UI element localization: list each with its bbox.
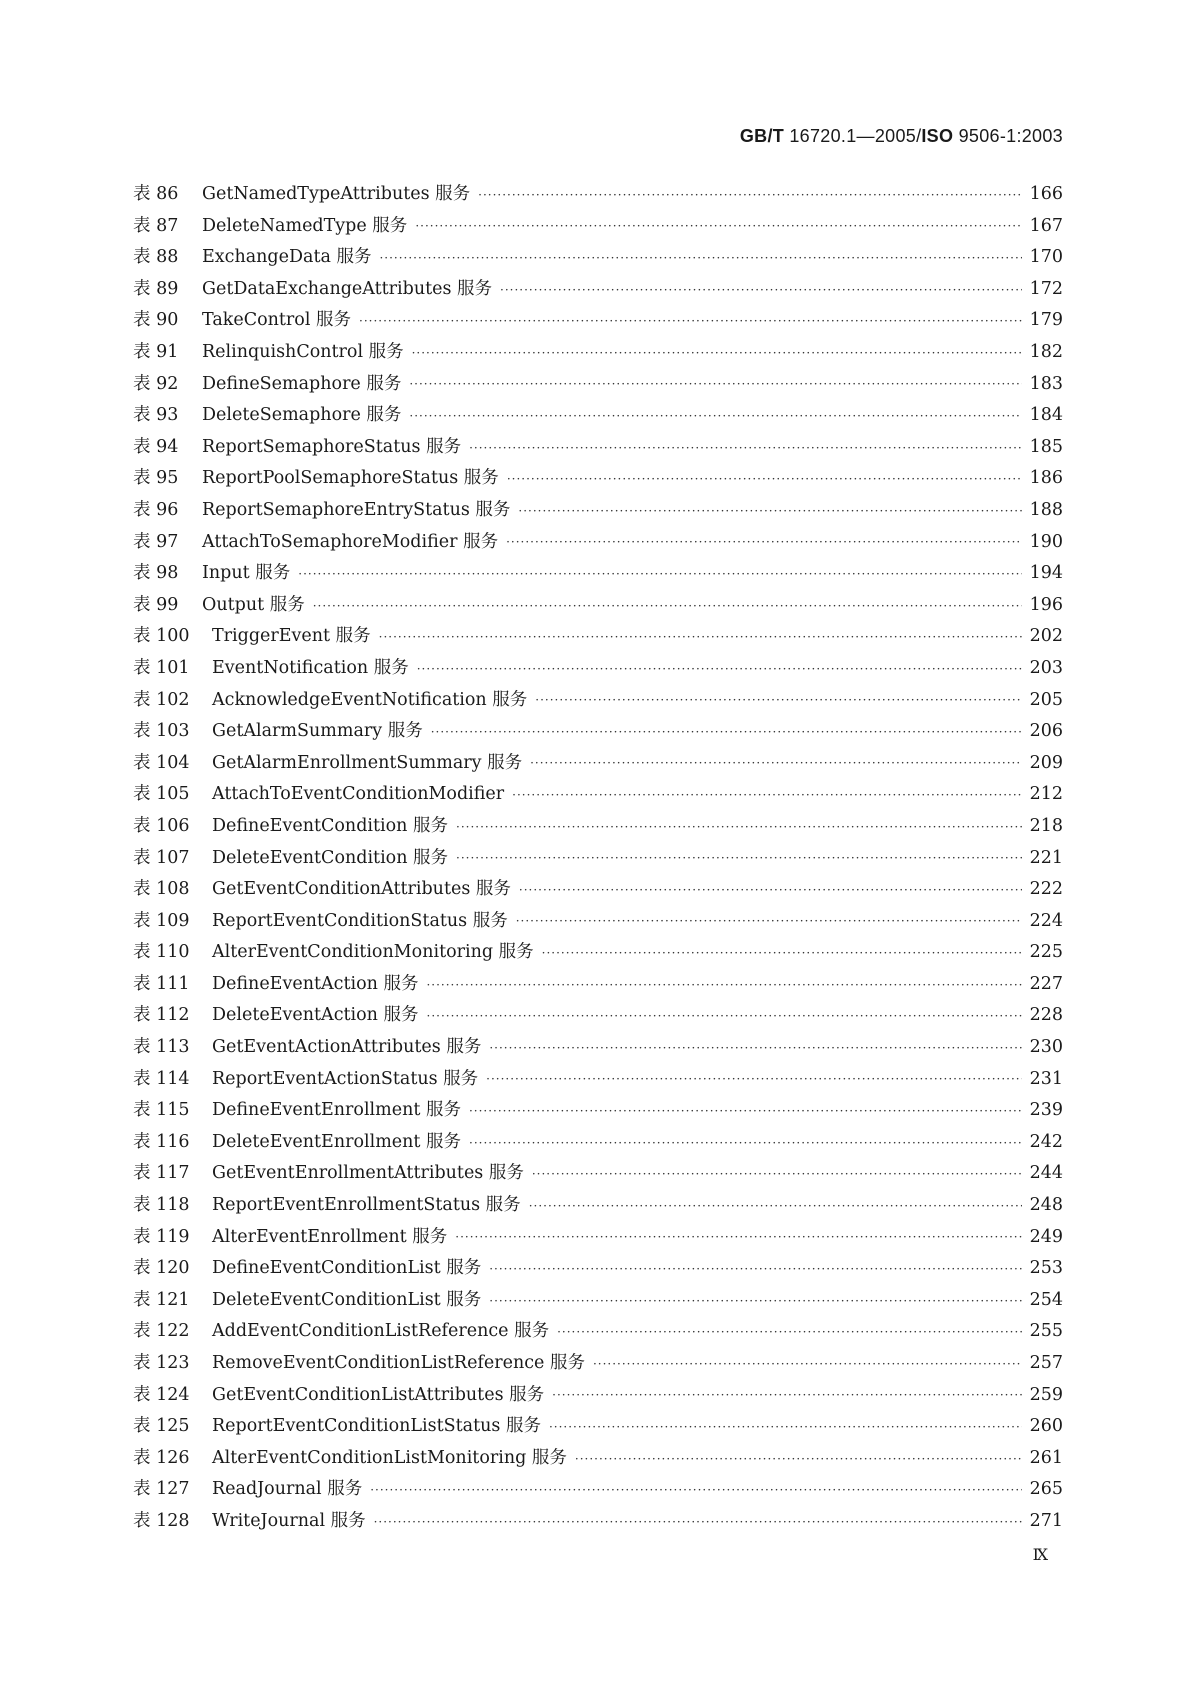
table-title: AlterEventConditionMonitoring 服务 (212, 942, 534, 963)
page-ref: 228 (1029, 1005, 1063, 1026)
toc-entry[interactable] (133, 1443, 1063, 1475)
dot-leader (512, 789, 1021, 801)
page-ref: 239 (1029, 1100, 1063, 1121)
dot-leader (417, 663, 1022, 675)
dot-leader (455, 1231, 1021, 1243)
dot-leader (370, 1484, 1021, 1496)
table-title: WriteJournal 服务 (212, 1510, 366, 1531)
toc-entry[interactable] (133, 400, 1063, 432)
page-ref: 182 (1029, 342, 1063, 363)
page-ref: 260 (1029, 1416, 1063, 1437)
page-ref: 222 (1029, 879, 1063, 900)
table-title: ReportEventEnrollmentStatus 服务 (212, 1195, 521, 1216)
page-ref: 188 (1029, 499, 1063, 520)
page-ref: 227 (1029, 973, 1063, 994)
table-number: 表 96 (133, 499, 179, 520)
table-number: 表 102 (133, 689, 190, 710)
dot-leader (529, 1200, 1022, 1212)
table-number: 表 123 (133, 1353, 190, 1374)
table-number: 表 94 (133, 436, 179, 457)
table-number: 表 121 (133, 1289, 190, 1310)
dot-leader (469, 442, 1022, 454)
page-ref: 167 (1029, 215, 1063, 236)
table-title: ReadJournal 服务 (212, 1479, 363, 1500)
table-number: 表 119 (133, 1226, 190, 1247)
page-ref: 202 (1029, 626, 1063, 647)
dot-leader (379, 631, 1022, 643)
dot-leader (532, 1168, 1022, 1180)
dot-leader (500, 284, 1022, 296)
table-title: GetDataExchangeAttributes 服务 (202, 278, 493, 299)
dot-leader (379, 252, 1021, 264)
table-title: DeleteEventConditionList 服务 (212, 1289, 482, 1310)
table-title: GetEventConditionListAttributes 服务 (212, 1384, 545, 1405)
dot-leader (469, 1105, 1022, 1117)
toc-entry[interactable] (133, 1000, 1063, 1032)
page-ref: 257 (1029, 1353, 1063, 1374)
toc-entry[interactable] (133, 1032, 1063, 1064)
dot-leader (535, 694, 1021, 706)
toc-entry[interactable] (133, 1316, 1063, 1348)
toc-entry[interactable] (133, 1506, 1063, 1538)
table-title: ReportSemaphoreEntryStatus 服务 (202, 499, 511, 520)
toc-entry[interactable] (133, 590, 1063, 622)
table-title: GetEventConditionAttributes 服务 (212, 879, 511, 900)
toc-entry[interactable] (133, 937, 1063, 969)
toc-entry[interactable] (133, 621, 1063, 653)
toc-entry[interactable] (133, 842, 1063, 874)
dot-leader (507, 473, 1022, 485)
dot-leader (593, 1358, 1022, 1370)
table-title: DeleteEventCondition 服务 (212, 847, 449, 868)
table-number: 表 97 (133, 531, 179, 552)
toc-entry[interactable] (133, 1158, 1063, 1190)
table-number: 表 104 (133, 752, 190, 773)
page-ref: 179 (1029, 310, 1063, 331)
table-title: DefineEventCondition 服务 (212, 815, 449, 836)
page-ref: 170 (1029, 247, 1063, 268)
table-title: DeleteSemaphore 服务 (202, 405, 402, 426)
page-ref: 190 (1029, 531, 1063, 552)
page-ref: 271 (1029, 1510, 1063, 1531)
dot-leader (409, 378, 1021, 390)
standard-prefix: GB/T (739, 126, 785, 146)
page-ref: 230 (1029, 1037, 1063, 1058)
table-number: 表 126 (133, 1447, 190, 1468)
toc-entry[interactable] (133, 874, 1063, 906)
table-title: GetAlarmEnrollmentSummary 服务 (212, 752, 523, 773)
page-ref: 209 (1029, 752, 1063, 773)
table-title: ReportEventActionStatus 服务 (212, 1068, 479, 1089)
table-number: 表 101 (133, 657, 190, 678)
toc-entry[interactable] (133, 1127, 1063, 1159)
table-number: 表 100 (133, 626, 190, 647)
dot-leader (359, 315, 1022, 327)
table-number: 表 118 (133, 1195, 190, 1216)
page-ref: 221 (1029, 847, 1063, 868)
toc-entry[interactable] (133, 1348, 1063, 1380)
table-title: DeleteEventEnrollment 服务 (212, 1131, 462, 1152)
table-title: ReportPoolSemaphoreStatus 服务 (202, 468, 499, 489)
dot-leader (519, 884, 1022, 896)
toc-entry[interactable] (133, 558, 1063, 590)
table-number: 表 109 (133, 910, 190, 931)
toc-entry[interactable] (133, 1190, 1063, 1222)
table-title: GetEventActionAttributes 服务 (212, 1037, 482, 1058)
page-ref: 244 (1029, 1163, 1063, 1184)
table-number: 表 114 (133, 1068, 190, 1089)
page-ref: 212 (1029, 784, 1063, 805)
standard-number: 16720.1—2005/ (784, 126, 922, 146)
dot-leader (506, 536, 1022, 548)
table-number: 表 116 (133, 1131, 190, 1152)
toc-entry[interactable] (133, 305, 1063, 337)
dot-leader (412, 347, 1022, 359)
page-ref: 242 (1029, 1131, 1063, 1152)
page-ref: 185 (1029, 436, 1063, 457)
toc-entry[interactable] (133, 1411, 1063, 1443)
table-number: 表 95 (133, 468, 179, 489)
toc-entry[interactable] (133, 1222, 1063, 1254)
table-number: 表 112 (133, 1005, 190, 1026)
table-title: RelinquishControl 服务 (202, 342, 404, 363)
toc-entry[interactable] (133, 969, 1063, 1001)
table-number: 表 86 (133, 184, 179, 205)
table-title: RemoveEventConditionListReference 服务 (212, 1353, 585, 1374)
toc-entry[interactable] (133, 495, 1063, 527)
toc-entry[interactable] (133, 1380, 1063, 1412)
table-number: 表 91 (133, 342, 179, 363)
toc-entry[interactable] (133, 369, 1063, 401)
toc-entry[interactable] (133, 179, 1063, 211)
iso-number: 9506-1:2003 (953, 126, 1063, 146)
dot-leader (552, 1389, 1021, 1401)
table-title: GetEventEnrollmentAttributes 服务 (212, 1163, 524, 1184)
table-number: 表 87 (133, 215, 179, 236)
table-number: 表 124 (133, 1384, 190, 1405)
table-number: 表 120 (133, 1258, 190, 1279)
page-ref: 205 (1029, 689, 1063, 710)
toc-entry[interactable] (133, 779, 1063, 811)
toc-entry[interactable] (133, 527, 1063, 559)
dot-leader (516, 915, 1022, 927)
dot-leader (575, 1453, 1022, 1465)
table-number: 表 107 (133, 847, 190, 868)
table-title: TriggerEvent 服务 (212, 626, 371, 647)
dot-leader (426, 979, 1021, 991)
dot-leader (409, 410, 1021, 422)
document-header (740, 126, 1063, 147)
table-number: 表 108 (133, 879, 190, 900)
table-number: 表 128 (133, 1510, 190, 1531)
table-title: DefineSemaphore 服务 (202, 373, 402, 394)
toc-entry[interactable] (133, 1064, 1063, 1096)
toc-entry[interactable] (133, 685, 1063, 717)
table-title: ExchangeData 服务 (202, 247, 372, 268)
table-number: 表 99 (133, 594, 179, 615)
dot-leader (478, 189, 1021, 201)
table-title: DefineEventEnrollment 服务 (212, 1100, 461, 1121)
page-ref: 172 (1029, 278, 1063, 299)
dot-leader (456, 852, 1022, 864)
table-title: ReportSemaphoreStatus 服务 (202, 436, 462, 457)
table-number: 表 125 (133, 1416, 190, 1437)
dot-leader (469, 1137, 1022, 1149)
table-number: 表 92 (133, 373, 179, 394)
table-title: AddEventConditionListReference 服务 (212, 1321, 550, 1342)
toc-entry[interactable] (133, 1474, 1063, 1506)
page-ref: 254 (1029, 1289, 1063, 1310)
toc-entry[interactable] (133, 211, 1063, 243)
toc-entry[interactable] (133, 811, 1063, 843)
dot-leader (489, 1042, 1021, 1054)
table-title: Output 服务 (202, 594, 305, 615)
table-title: GetAlarmSummary 服务 (212, 721, 423, 742)
dot-leader (313, 600, 1022, 612)
page-ref: 248 (1029, 1195, 1063, 1216)
toc-entry[interactable] (133, 1253, 1063, 1285)
table-title: DeleteNamedType 服务 (202, 215, 408, 236)
toc-entry[interactable] (133, 337, 1063, 369)
dot-leader (427, 1010, 1022, 1022)
dot-leader (549, 1421, 1022, 1433)
table-number: 表 113 (133, 1037, 190, 1058)
dot-leader (374, 1516, 1022, 1528)
table-number: 表 115 (133, 1100, 190, 1121)
table-number: 表 127 (133, 1479, 190, 1500)
page-ref: 265 (1029, 1479, 1063, 1500)
table-list (133, 179, 1063, 1538)
table-title: AcknowledgeEventNotification 服务 (212, 689, 528, 710)
iso-prefix: ISO (921, 126, 954, 146)
toc-entry[interactable] (133, 653, 1063, 685)
table-number: 表 98 (133, 563, 179, 584)
dot-leader (518, 505, 1021, 517)
table-number: 表 122 (133, 1321, 190, 1342)
dot-leader (489, 1263, 1021, 1275)
page-ref: 203 (1029, 657, 1063, 678)
toc-entry[interactable] (133, 716, 1063, 748)
page-ref: 231 (1029, 1068, 1063, 1089)
table-title: GetNamedTypeAttributes 服务 (202, 184, 471, 205)
page-ref: 225 (1029, 942, 1063, 963)
table-title: DeleteEventAction 服务 (212, 1005, 419, 1026)
table-number: 表 88 (133, 247, 179, 268)
table-title: DefineEventConditionList 服务 (212, 1258, 482, 1279)
page-ref: 249 (1029, 1226, 1063, 1247)
toc-entry[interactable] (133, 1095, 1063, 1127)
toc-entry[interactable] (133, 748, 1063, 780)
toc-entry[interactable] (133, 463, 1063, 495)
dot-leader (415, 220, 1021, 232)
page-ref: 183 (1029, 373, 1063, 394)
toc-entry[interactable] (133, 1285, 1063, 1317)
dot-leader (530, 757, 1022, 769)
table-title: ReportEventConditionListStatus 服务 (212, 1416, 541, 1437)
table-title: DefineEventAction 服务 (212, 973, 419, 994)
table-title: EventNotification 服务 (212, 657, 409, 678)
table-number: 表 89 (133, 278, 179, 299)
table-title: AttachToSemaphoreModifier 服务 (202, 531, 499, 552)
page-ref: 218 (1029, 815, 1063, 836)
table-number: 表 105 (133, 784, 190, 805)
table-number: 表 93 (133, 405, 179, 426)
page-ref: 194 (1029, 563, 1063, 584)
page-ref: 224 (1029, 910, 1063, 931)
dot-leader (298, 568, 1021, 580)
table-number: 表 90 (133, 310, 179, 331)
page-ref: 206 (1029, 721, 1063, 742)
dot-leader (431, 726, 1022, 738)
table-number: 表 103 (133, 721, 190, 742)
table-title: AlterEventEnrollment 服务 (212, 1226, 448, 1247)
table-number: 表 106 (133, 815, 190, 836)
page-ref: 259 (1029, 1384, 1063, 1405)
toc-entry[interactable] (133, 906, 1063, 938)
table-number: 表 117 (133, 1163, 190, 1184)
table-title: ReportEventConditionStatus 服务 (212, 910, 508, 931)
dot-leader (489, 1295, 1021, 1307)
page-ref: 196 (1029, 594, 1063, 615)
table-title: AttachToEventConditionModifier (212, 784, 505, 805)
table-title: TakeControl 服务 (202, 310, 351, 331)
dot-leader (486, 1073, 1021, 1085)
table-title: Input 服务 (202, 563, 291, 584)
page-ref: 261 (1029, 1447, 1063, 1468)
page-number: Ⅸ (1032, 1545, 1048, 1564)
toc-entry[interactable] (133, 432, 1063, 464)
page-ref: 253 (1029, 1258, 1063, 1279)
table-title: AlterEventConditionListMonitoring 服务 (212, 1447, 567, 1468)
toc-entry[interactable] (133, 274, 1063, 306)
dot-leader (557, 1326, 1021, 1338)
page-ref: 186 (1029, 468, 1063, 489)
toc-entry[interactable] (133, 242, 1063, 274)
dot-leader (456, 821, 1022, 833)
table-number: 表 110 (133, 942, 190, 963)
dot-leader (542, 947, 1022, 959)
page-ref: 166 (1029, 184, 1063, 205)
table-number: 表 111 (133, 973, 190, 994)
page-ref: 255 (1029, 1321, 1063, 1342)
page-ref: 184 (1029, 405, 1063, 426)
